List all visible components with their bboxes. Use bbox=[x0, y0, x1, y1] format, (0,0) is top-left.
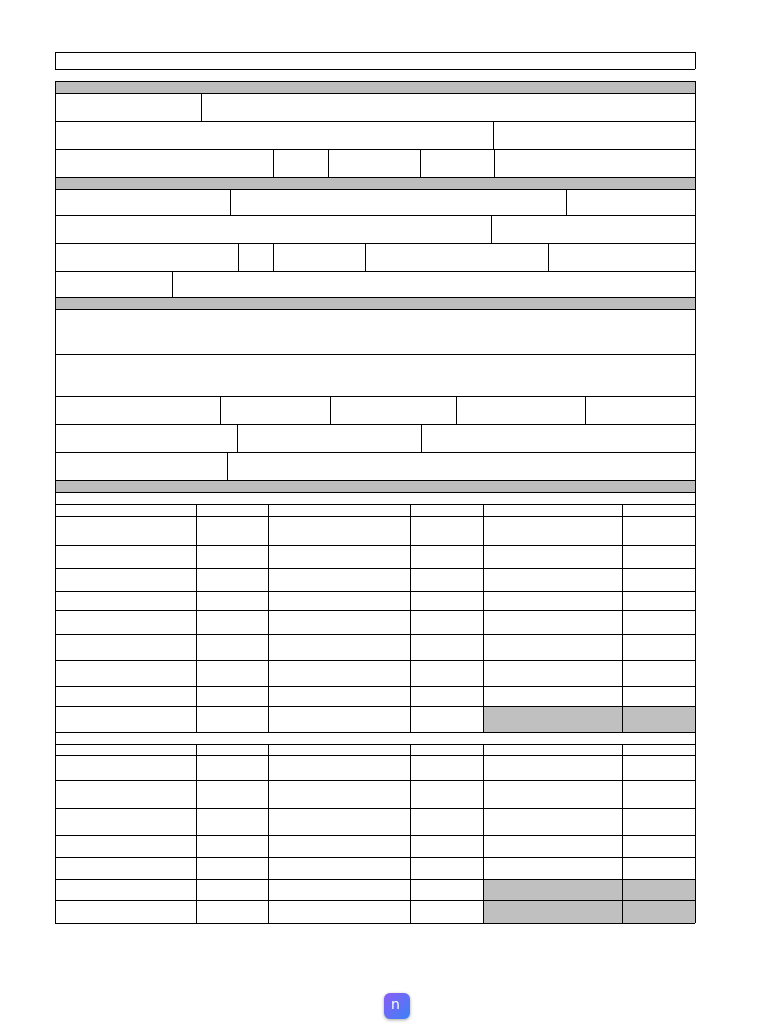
total-fill bbox=[483, 900, 695, 923]
rule-line bbox=[55, 396, 695, 397]
rule-line bbox=[238, 243, 239, 271]
rule-line bbox=[55, 780, 695, 781]
rule-line bbox=[55, 52, 695, 53]
rule-line bbox=[585, 396, 586, 424]
rule-line bbox=[622, 744, 623, 923]
rule-line bbox=[237, 424, 238, 452]
section-header-fill bbox=[55, 177, 695, 189]
rule-line bbox=[695, 52, 696, 69]
rule-line bbox=[55, 243, 695, 244]
rule-line bbox=[548, 243, 549, 271]
section-header-fill bbox=[55, 297, 695, 309]
rule-line bbox=[230, 189, 231, 215]
rule-line bbox=[494, 149, 495, 177]
rule-line bbox=[566, 189, 567, 215]
rule-line bbox=[55, 149, 695, 150]
rule-line bbox=[55, 732, 695, 733]
total-fill bbox=[483, 706, 695, 732]
rule-line bbox=[55, 81, 695, 82]
rule-line bbox=[55, 686, 695, 687]
rule-line bbox=[201, 93, 202, 121]
rule-line bbox=[491, 215, 492, 243]
rule-line bbox=[55, 69, 695, 70]
rule-line bbox=[55, 452, 695, 453]
rule-line bbox=[420, 149, 421, 177]
rule-line bbox=[365, 243, 366, 271]
rule-line bbox=[330, 396, 331, 424]
rule-line bbox=[196, 744, 197, 923]
rule-line bbox=[55, 52, 56, 69]
rule-line bbox=[55, 808, 695, 809]
rule-line bbox=[220, 396, 221, 424]
rule-line bbox=[410, 744, 411, 923]
rule-line bbox=[55, 504, 695, 505]
rule-line bbox=[55, 857, 695, 858]
rule-line bbox=[273, 149, 274, 177]
rule-line bbox=[622, 504, 623, 732]
app-icon-glyph: n bbox=[391, 997, 400, 1013]
rule-line bbox=[55, 755, 695, 756]
rule-line bbox=[55, 354, 695, 355]
rule-line bbox=[55, 189, 695, 190]
rule-line bbox=[55, 634, 695, 635]
rule-line bbox=[227, 452, 228, 480]
rule-line bbox=[55, 492, 695, 493]
rule-line bbox=[483, 504, 484, 732]
total-fill bbox=[483, 879, 695, 900]
rule-line bbox=[196, 504, 197, 732]
rule-line bbox=[456, 396, 457, 424]
rule-line bbox=[172, 271, 173, 297]
rule-line bbox=[55, 121, 695, 122]
rule-line bbox=[268, 744, 269, 923]
rule-line bbox=[55, 424, 695, 425]
rule-line bbox=[55, 610, 695, 611]
rule-line bbox=[410, 504, 411, 732]
rule-line bbox=[273, 243, 274, 271]
rule-line bbox=[55, 900, 695, 901]
section-header-fill bbox=[55, 81, 695, 93]
rule-line bbox=[421, 424, 422, 452]
rule-line bbox=[328, 149, 329, 177]
rule-line bbox=[55, 545, 695, 546]
rule-line bbox=[483, 744, 484, 923]
app-icon[interactable] bbox=[384, 993, 410, 1019]
rule-line bbox=[268, 504, 269, 732]
rule-line bbox=[55, 81, 56, 923]
rule-line bbox=[55, 660, 695, 661]
rule-line bbox=[55, 591, 695, 592]
rule-line bbox=[493, 121, 494, 149]
rule-line bbox=[55, 215, 695, 216]
rule-line bbox=[55, 297, 695, 298]
rule-line bbox=[55, 568, 695, 569]
rule-line bbox=[55, 516, 695, 517]
section-header-fill bbox=[55, 480, 695, 492]
rule-line bbox=[55, 271, 695, 272]
rule-line bbox=[55, 744, 695, 745]
rule-line bbox=[55, 879, 695, 880]
rule-line bbox=[695, 81, 696, 923]
rule-line bbox=[55, 706, 695, 707]
rule-line bbox=[55, 93, 695, 94]
rule-line bbox=[55, 177, 695, 178]
rule-line bbox=[55, 309, 695, 310]
rule-line bbox=[55, 835, 695, 836]
rule-line bbox=[55, 480, 695, 481]
rule-line bbox=[55, 923, 695, 924]
